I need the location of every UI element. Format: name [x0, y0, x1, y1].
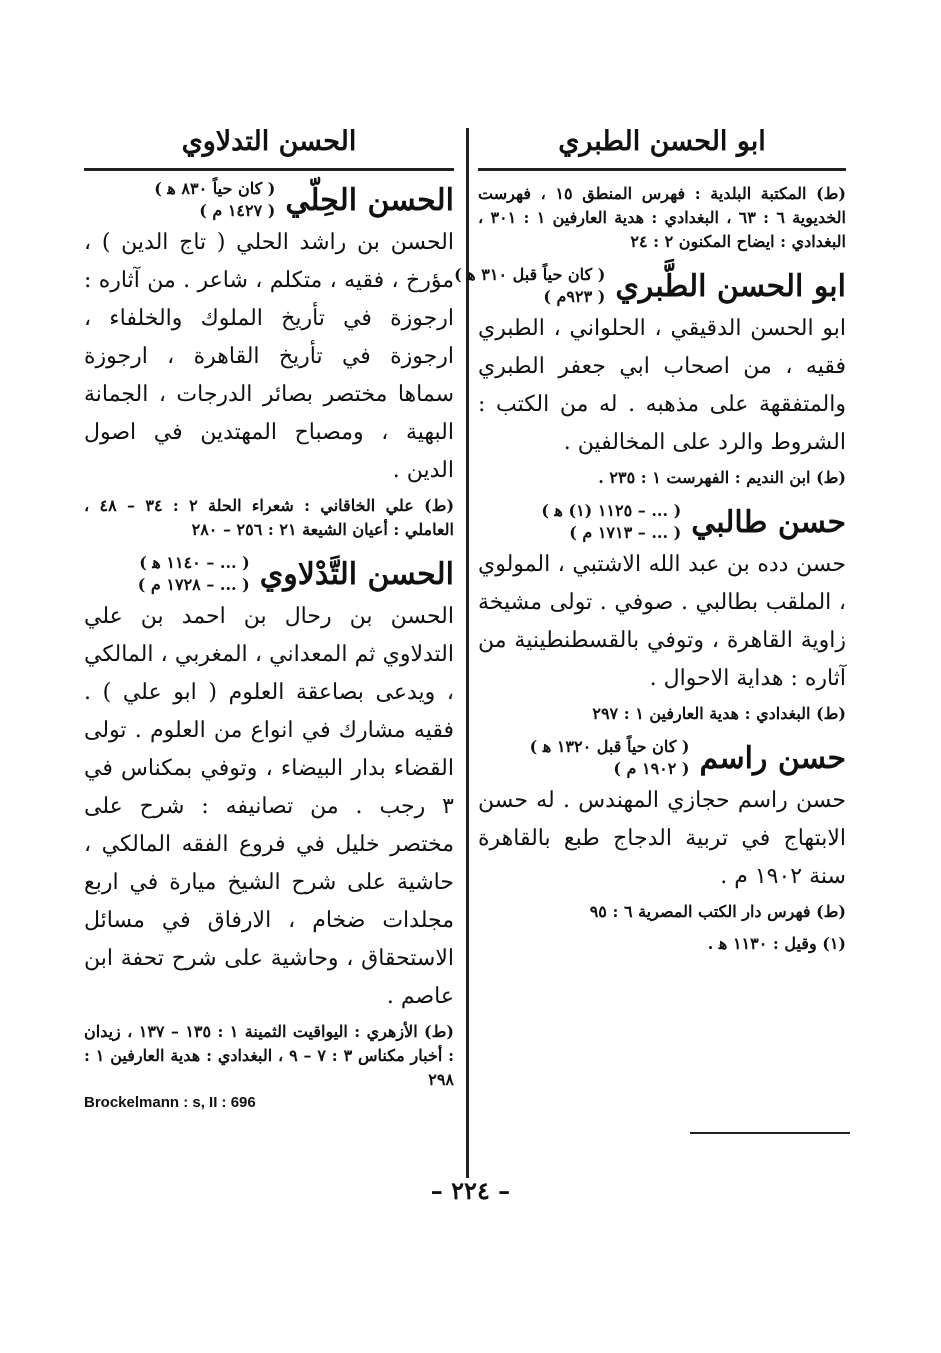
entry-dates — [454, 264, 605, 308]
entry-heading — [478, 500, 846, 544]
entry-reference: (ط) البغدادي : هدية العارفين ١ : ٢٩٧ — [592, 704, 846, 723]
entry-title: الحسن التَّدْلاوي — [259, 556, 454, 592]
gregorian-date: ( ١٤٢٧ م ) — [199, 201, 276, 220]
left-column — [84, 120, 454, 1114]
entry-al-hasan-al-hilli — [84, 178, 454, 542]
entry-title: الحسن الحِلّي — [285, 182, 454, 218]
gregorian-date: ( ... – ١٧٢٨ م ) — [137, 575, 250, 594]
right-column-header: ابو الحسن الطبري — [558, 126, 766, 157]
entry-al-hasan-al-tadlawi — [84, 552, 454, 1114]
entry-body: الحسن بن راشد الحلي ( تاج الدين ) ، مؤرخ ، فقيه ، متكلم ، شاعر . من آثاره : ارجوزة في تأريخ الملوك والخلفاء ، ارجوزة في تأريخ القاهرة ، ارجوزة سماها مختصر بصائر الدرجات ، الجمانة البهية ، ومصباح المهتدين في اصول الدين . — [84, 230, 454, 483]
hijri-date: ( كان حياً ٨٣٠ ﻫ ) — [154, 179, 276, 198]
reference-continued: (ط) المكتبة البلدية : فهرس المنطق ١٥ ، فهرست الخديوية ٦ : ٦٣ ، البغدادي : هدية العارفين ١ : ٣٠١ ، البغدادي : ايضاح المكنون ٢ : ٢٤ — [478, 184, 846, 251]
entry-title: حسن طالبي — [691, 504, 846, 540]
latin-reference: Brockelmann : s, II : 696 — [84, 1094, 256, 1111]
left-column-header: الحسن التدلاوي — [181, 126, 357, 157]
entry-hasan-rasim — [478, 736, 846, 924]
right-column — [454, 120, 846, 953]
entry-reference: (ط) علي الخاقاني : شعراء الحلة ٢ : ٣٤ – ٤٨ ، العاملي : أعيان الشيعة ٢١ : ٢٥٦ – ٢٨٠ — [84, 496, 455, 539]
entry-heading — [478, 736, 846, 780]
entry-reference: (ط) فهرس دار الكتب المصرية ٦ : ٩٥ — [589, 902, 846, 921]
entry-dates — [138, 552, 250, 596]
page-number: – ٢٢٤ – — [430, 1176, 511, 1205]
entry-heading — [84, 552, 454, 596]
entry-dates — [541, 500, 681, 544]
hijri-date: ( ... – ١١٤٠ ﻫ ) — [139, 553, 250, 572]
gregorian-date: ( ... – ١٧١٣ م ) — [569, 523, 682, 542]
entry-body: ابو الحسن الدقيقي ، الحلواني ، الطبري فقيه ، من اصحاب ابي جعفر الطبري والمتفقهة على مذهبه . له من الكتب : الشروط والرد على المخالفين . — [478, 316, 846, 455]
entry-body: حسن راسم حجازي المهندس . له حسن الابتهاج في تربية الدجاج طبع بالقاهرة سنة ١٩٠٢ م . — [478, 788, 846, 889]
entry-dates — [154, 178, 275, 222]
footnote-rule — [690, 1132, 850, 1134]
entry-hasan-talibi — [478, 500, 846, 726]
gregorian-date: ( ١٩٠٢ م ) — [613, 759, 690, 778]
entry-title: حسن راسم — [699, 740, 846, 776]
entry-reference: (ط) الأزهري : اليواقيت الثمينة ١ : ١٣٥ – ١٣٧ ، زيدان : أخبار مكناس ٣ : ٧ – ٩ ، البغدادي : هدية العارفين ١ : ٢٩٨ — [84, 1022, 455, 1089]
gregorian-date: ( ٩٢٣م ) — [543, 287, 606, 306]
footnote: (١) وقيل : ١١٣٠ ﻫ . — [707, 934, 846, 953]
entry-heading — [84, 178, 454, 222]
entry-reference: (ط) ابن النديم : الفهرست ١ : ٢٣٥ . — [598, 468, 846, 487]
entry-body: حسن دده بن عبد الله الاشتبي ، المولوي ، الملقب بطالبي . صوفي . تولى مشيخة زاوية القاهرة ، وتوفي بالقسطنطينية من آثاره : هداية الاحوال . — [478, 552, 846, 691]
hijri-date: ( كان حياً قبل ٣١٠ ﻫ ) — [454, 265, 606, 284]
entry-dates — [530, 736, 690, 780]
entry-heading — [454, 264, 846, 308]
entry-title: ابو الحسن الطَّبري — [615, 268, 846, 304]
entry-body: الحسن بن رحال بن احمد بن علي التدلاوي ثم المعداني ، المغربي ، المالكي ، ويدعى بصاعقة العلوم ( ابو علي ) . فقيه مشارك في انواع من العلوم . تولى القضاء بدار البيضاء ، وتوفي بمكناس في ٣ رجب . من تصانيفه : شرح على مختصر خليل في فروع الفقه المالكي ، حاشية على شرح الشيخ ميارة في اربع مجلدات ضخام ، الارفاق في مسائل الاستحقاق ، وحاشية على شرح تحفة ابن عاصم . — [84, 604, 454, 1009]
hijri-date: ( كان حياً قبل ١٣٢٠ ﻫ ) — [529, 737, 690, 756]
hijri-date: ( ... – ١١٢٥ (١) ﻫ ) — [541, 501, 682, 520]
entry-abu-al-hasan-al-tabari — [454, 264, 846, 490]
